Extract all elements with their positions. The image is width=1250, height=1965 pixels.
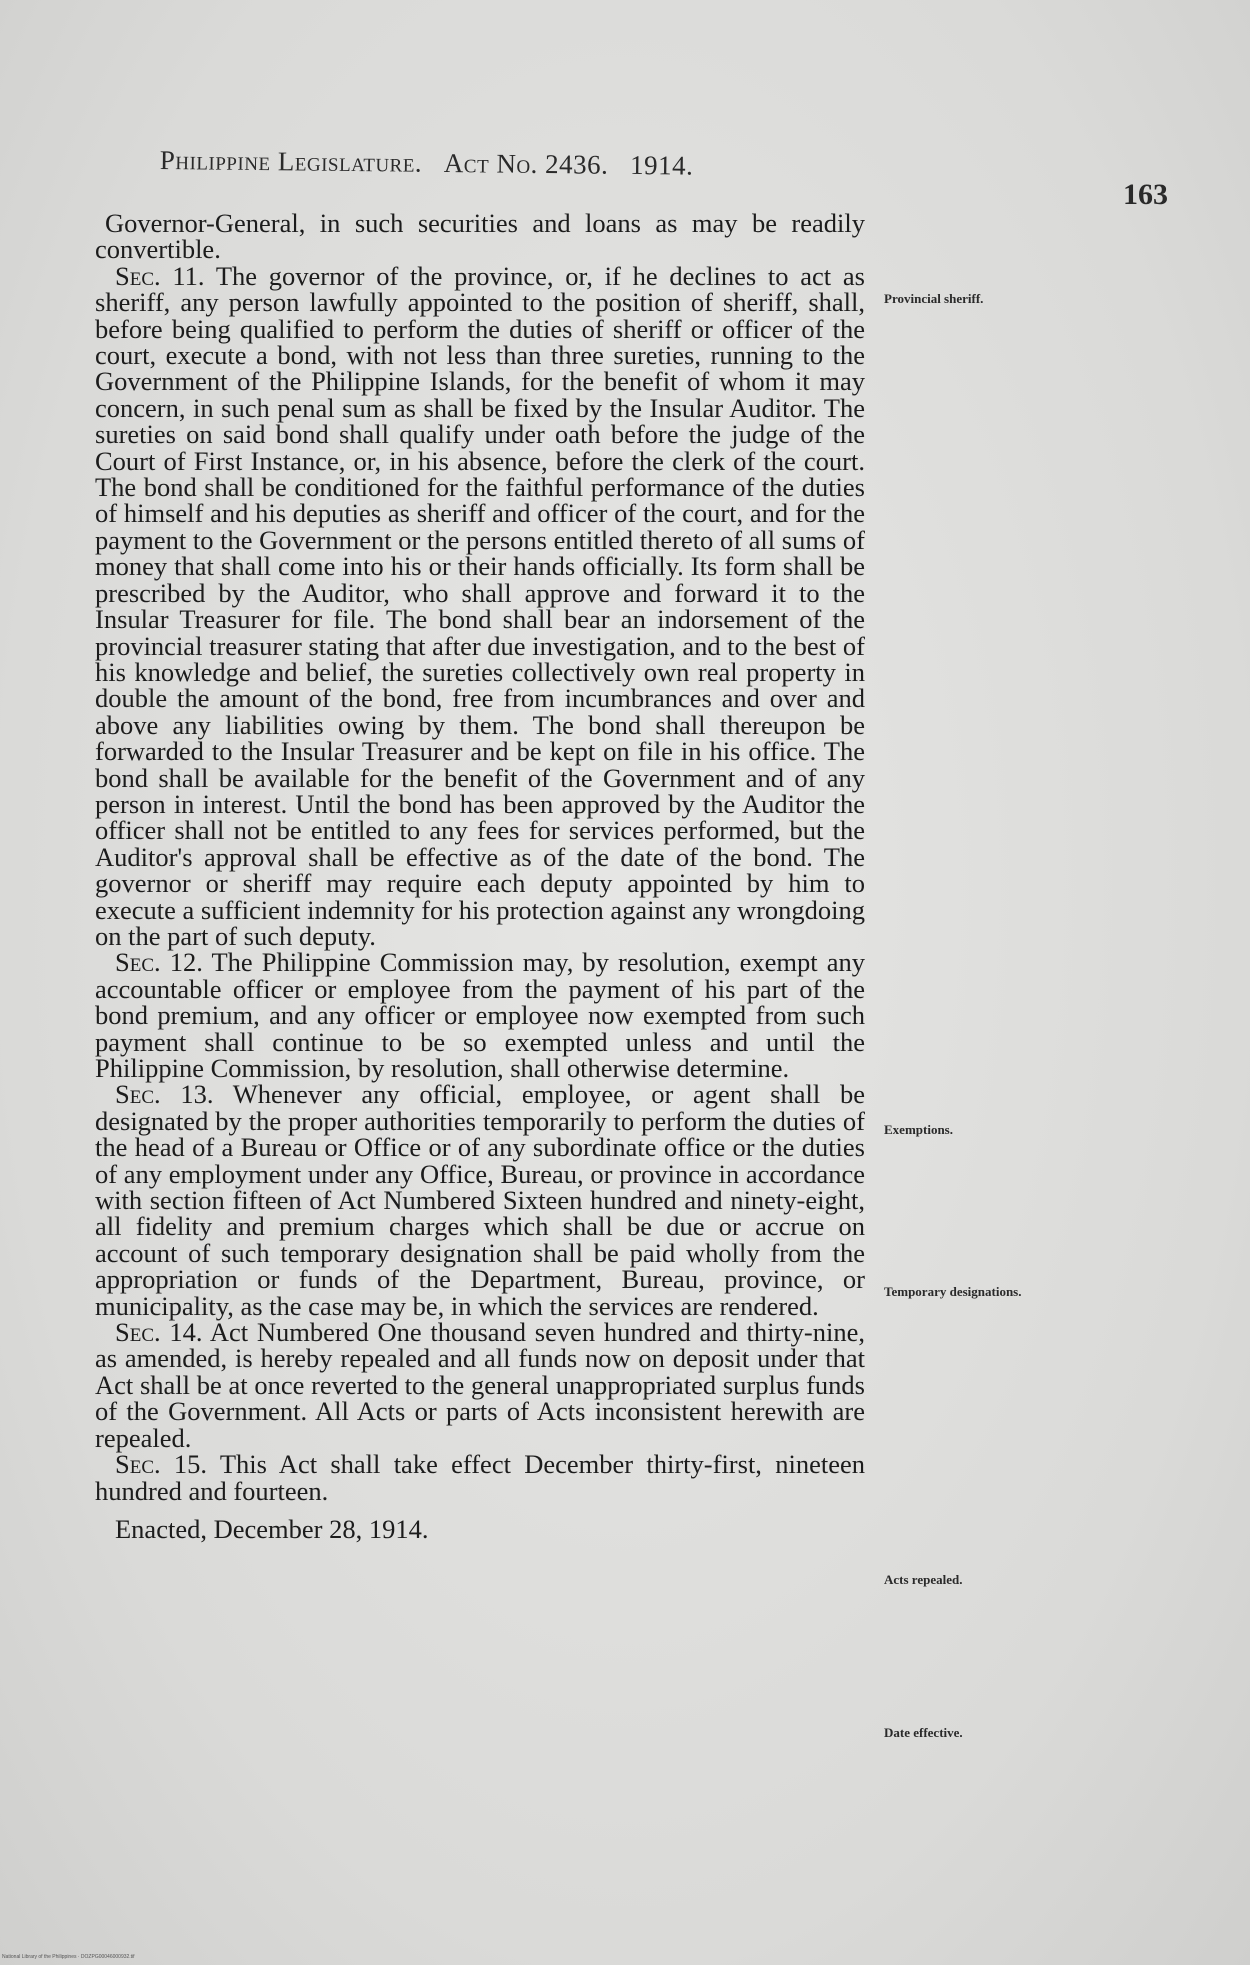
body-text (95, 210, 865, 1542)
margin-note-exemptions: Exemptions. (884, 1122, 953, 1137)
section-13-label: Sec. 13. (115, 1079, 214, 1110)
scan-footer-tag: National Library of the Philippines · DOZPG00046000932.tif (2, 1954, 135, 1960)
section-11-label: Sec. 11. (115, 260, 205, 291)
running-head-act: Act No. 2436. (443, 147, 609, 180)
section-11 (95, 260, 866, 951)
section-14 (95, 1319, 865, 1451)
section-12 (95, 949, 865, 1081)
continued-paragraph: Governor-General, in such securities and loans as may be readily convertible. (95, 208, 865, 265)
section-11-text: The governor of the province, or, if he declines to act as sheriff, any person lawfully appointed to the position of sheriff, shall, before being qualified to perform the duties of sheriff or officer of the court, execute a bond, with not less than three sureties, running to the Government of the Philippine Islands, for the benefit of whom it may concern, in such penal sum as shall be fixed by the Insular Auditor. The sureties on said bond shall qualify under oath before the judge of the Court of First Instance, or, in his absence, before the clerk of the court. The bond shall be conditioned for the faithful performance of the duties of himself and his deputies as sheriff and officer of the court, and for the payment to the Government or the persons entitled thereto of all sums of money that shall come into his or their hands officially. Its form shall be prescribed by the Auditor, who shall approve and forward it to the Insular Treasurer for file. The bond shall bear an indorsement of the provincial treasurer stating that after due investigation, and to the best of his knowledge and belief, the sureties collectively own real property in double the amount of the bond, free from incumbrances and over and above any liabilities owing by them. The bond shall thereupon be forwarded to the Insular Treasurer and be kept on file in his office. The bond shall be available for the benefit of the Government and of any person in interest. Until the bond has been approved by the Auditor the officer shall not be entitled to any fees for services performed, but the Auditor's approval shall be effective as of the date of the bond. The governor or sheriff may require each deputy appointed by him to execute a sufficient indemnity for his protection against any wrongdoing on the part of such deputy. (95, 260, 866, 951)
enacted-line: Enacted, December 28, 1914. (115, 1513, 429, 1544)
running-head-title: Philippine Legislature. (159, 145, 423, 178)
margin-note-date-effective: Date effective. (884, 1725, 963, 1740)
margin-note-temporary-designations: Temporary designations. (884, 1284, 1022, 1299)
margin-note-provincial-sheriff: Provincial sheriff. (884, 291, 984, 306)
page-number: 163 (1123, 178, 1168, 211)
section-13 (95, 1081, 865, 1319)
section-15-text: This Act shall take effect December thirty-first, nineteen hundred and fourteen. (95, 1449, 865, 1506)
running-head-year: 1914. (629, 149, 694, 181)
section-14-text: Act Numbered One thousand seven hundred and thirty-nine, as amended, is hereby repealed and all funds now on deposit under that Act shall be at once reverted to the general unappropriated surplus funds of the Government. All Acts or parts of Acts inconsistent herewith are repealed. (95, 1317, 865, 1453)
section-12-text: The Philippine Commission may, by resolution, exempt any accountable officer or employee from the payment of his part of the bond premium, and any officer or employee now exempted from such payment shall continue to be so exempted unless and until the Philippine Commission, by resolution, shall otherwise determine. (95, 947, 865, 1083)
margin-note-acts-repealed: Acts repealed. (884, 1572, 963, 1587)
section-15 (95, 1451, 865, 1504)
section-14-label: Sec. 14. (115, 1317, 203, 1348)
section-13-text: Whenever any official, employee, or agent shall be designated by the proper authorities temporarily to perform the duties of the head of a Bureau or Office or of any subordinate office or the duties of any employment under any Office, Bureau, or province in accordance with section fifteen of Act Numbered Sixteen hundred and ninety-eight, all fidelity and premium charges which shall be due or accrue on account of such temporary designation shall be paid wholly from the appropriation or funds of the Department, Bureau, province, or municipality, as the case may be, in which the services are rendered. (95, 1079, 865, 1321)
section-15-label: Sec. 15. (115, 1449, 208, 1480)
running-head (160, 145, 694, 182)
section-12-label: Sec. 12. (115, 947, 203, 978)
